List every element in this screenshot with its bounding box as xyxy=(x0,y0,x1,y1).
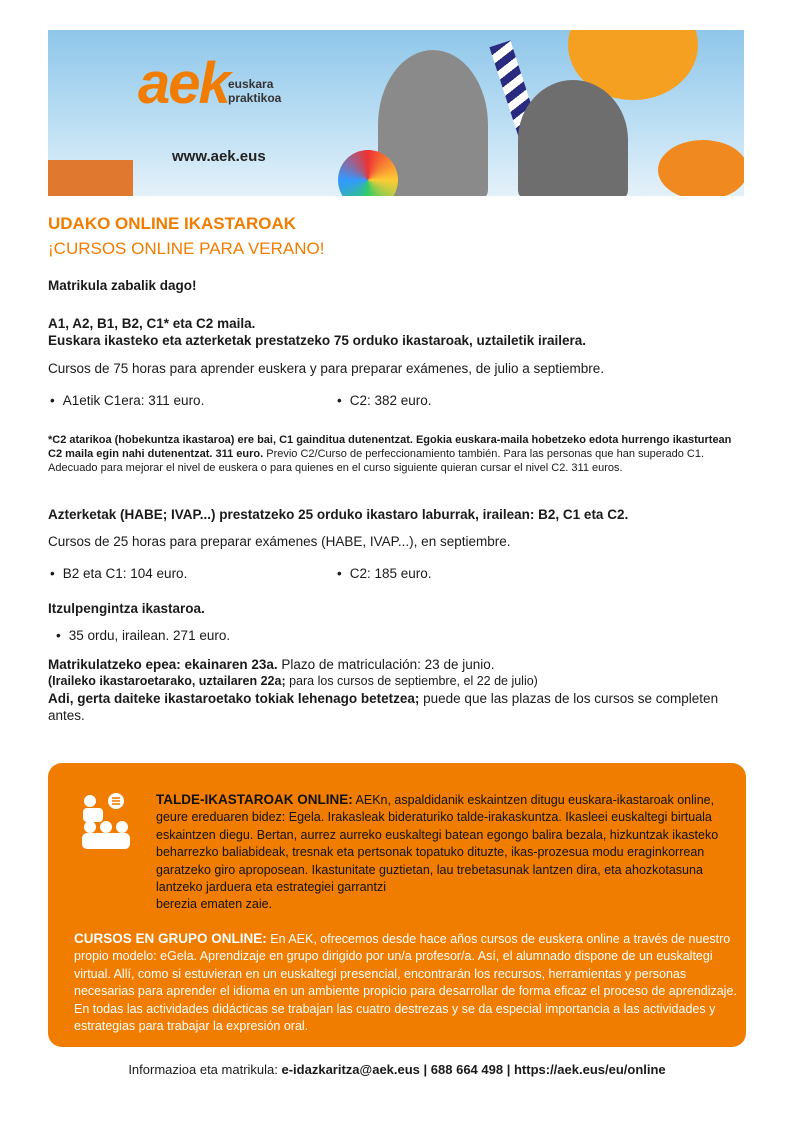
price-item: • C2: 185 euro. xyxy=(337,565,432,582)
separator: | xyxy=(503,1062,514,1077)
levels-heading: A1, A2, B1, B2, C1* eta C2 maila. xyxy=(48,316,256,331)
tagline-line: euskara xyxy=(228,77,274,91)
enrollment-open: Matrikula zabalik dago! xyxy=(48,278,197,293)
box-text-basque: AEKn, aspaldidanik eskaintzen ditugu euskara-ikastaroak online, geure ereduaren bidez: Egela. Irakasleak bideraturiko talde-irakaskuntza. Ikasleei euskaltegi birtuala eskaintzen diegu. Bertan, aurrez aurreko euskaltegi batean egongo balira bezala, hizkuntzak ikasteko beharrezko baliabideak, tresnak eta pertsonak topatuko dituzte, ikas-prozesua modu eraginkorrean garatzeko giro aproposean. Ikastunitate guztietan, lau trebetasunak lantzen dira, eta ahozkotasuna lantzeko jarduera eta estrategiei garrantzi xyxy=(156,793,719,895)
title-basque: UDAKO ONLINE IKASTAROAK xyxy=(48,214,297,233)
deadline-bold: (Iraileko ikastaroetarako, uztailaren 22a; xyxy=(48,674,286,688)
price-item: • A1etik C1era: 311 euro. xyxy=(50,392,204,409)
header-banner xyxy=(48,30,744,196)
exam-heading: Azterketak (HABE; IVAP...) prestatzeko 25 orduko ikastaro laburrak, irailean: B2, C1 eta C2. xyxy=(48,507,629,522)
basque-description xyxy=(156,791,736,914)
course75-heading: Euskara ikasteko eta azterketak prestatzeko 75 orduko ikastaroak, uztailetik irailera. xyxy=(48,333,587,348)
spanish-description xyxy=(74,930,739,1035)
price-item: • C2: 382 euro. xyxy=(337,392,432,409)
course75-spanish: Cursos de 75 horas para aprender euskera y para preparar exámenes, de julio a septiembre. xyxy=(48,361,605,376)
deadline-bold: Matrikulatzeko epea: ekainaren 23a. xyxy=(48,657,278,672)
footer-label: Informazioa eta matrikula: xyxy=(128,1062,282,1077)
price-item: • B2 eta C1: 104 euro. xyxy=(50,565,187,582)
note-text: Previo C2/Curso de perfeccionamiento también. Para las personas que han superado C1. xyxy=(263,448,705,460)
translation-heading: Itzulpengintza ikastaroa. xyxy=(48,601,205,616)
note-line: Adecuado para mejorar el nivel de euskera o para quienes en el curso siguiente quieran cursar el nivel C2. 311 euros. xyxy=(48,462,623,474)
box-text-basque: berezia ematen zaie. xyxy=(156,897,273,912)
title-spanish: ¡CURSOS ONLINE PARA VERANO! xyxy=(48,239,325,258)
deadline-bold: Adi, gerta daiteke ikastaroetako tokiak lehenago betetzea; xyxy=(48,691,420,706)
separator: | xyxy=(419,1062,431,1077)
footer-contact xyxy=(0,1061,794,1078)
price-item: • 35 ordu, irailean. 271 euro. xyxy=(56,627,230,644)
footer-email-link[interactable]: e-idazkaritza@aek.eus xyxy=(281,1062,420,1077)
online-courses-box xyxy=(48,763,746,1047)
footer-phone[interactable]: 688 664 498 xyxy=(430,1062,504,1077)
box-text-spanish: En AEK, ofrecemos desde hace años cursos de euskera online a través de nuestro propio modelo: eGela. Aprendizaje en grupo dirigido por un/a profesor/a. Así, el alumnado dispone de un euskaltegi virtual. Allí, como si estuvieran en un euskaltegi presencial, encontrarán los recursos, herramientas y personas necesarias para aprender el idioma en un ambiente propicio para desarrollar de forma eficaz el proceso de aprendizaje. En todas las actividades didácticas se trabajan las cuatro destrezas y se da especial importancia a las actividades y estrategias para trabajar la expresión oral. xyxy=(74,932,737,1034)
banner-url[interactable]: www.aek.eus xyxy=(172,148,266,165)
note-line: *C2 atarikoa (hobekuntza ikastaroa) ere bai, C1 gainditua dutenentzat. Egokia euskara-maila hobetzeko edota hurrengo ikasturtean xyxy=(48,434,732,446)
footer-url-link[interactable]: https://aek.eus/eu/online xyxy=(513,1062,666,1077)
note-bold: C2 maila egin nahi dutenentzat. 311 euro. xyxy=(48,448,264,460)
box-heading-basque: TALDE-IKASTAROAK ONLINE: xyxy=(156,792,353,807)
tagline-line: praktikoa xyxy=(228,91,282,105)
sandals-image xyxy=(658,140,744,196)
deadline-text: puede que las plazas de los cursos se completen antes. xyxy=(48,691,719,723)
deadline-text: Plazo de matriculación: 23 de junio. xyxy=(277,657,495,672)
c2-note xyxy=(48,433,758,475)
books-image xyxy=(48,160,133,196)
deadline-text: para los cursos de septiembre, el 22 de julio) xyxy=(285,674,538,688)
man-photo xyxy=(518,80,628,196)
deadline-block xyxy=(48,656,748,724)
exam-spanish: Cursos de 25 horas para preparar exámenes (HABE, IVAP...), en septiembre. xyxy=(48,534,511,549)
aek-logo: aek xyxy=(138,51,229,116)
box-heading-spanish: CURSOS EN GRUPO ONLINE: xyxy=(74,931,267,946)
logo-tagline xyxy=(228,77,281,105)
group-class-icon xyxy=(80,793,138,851)
